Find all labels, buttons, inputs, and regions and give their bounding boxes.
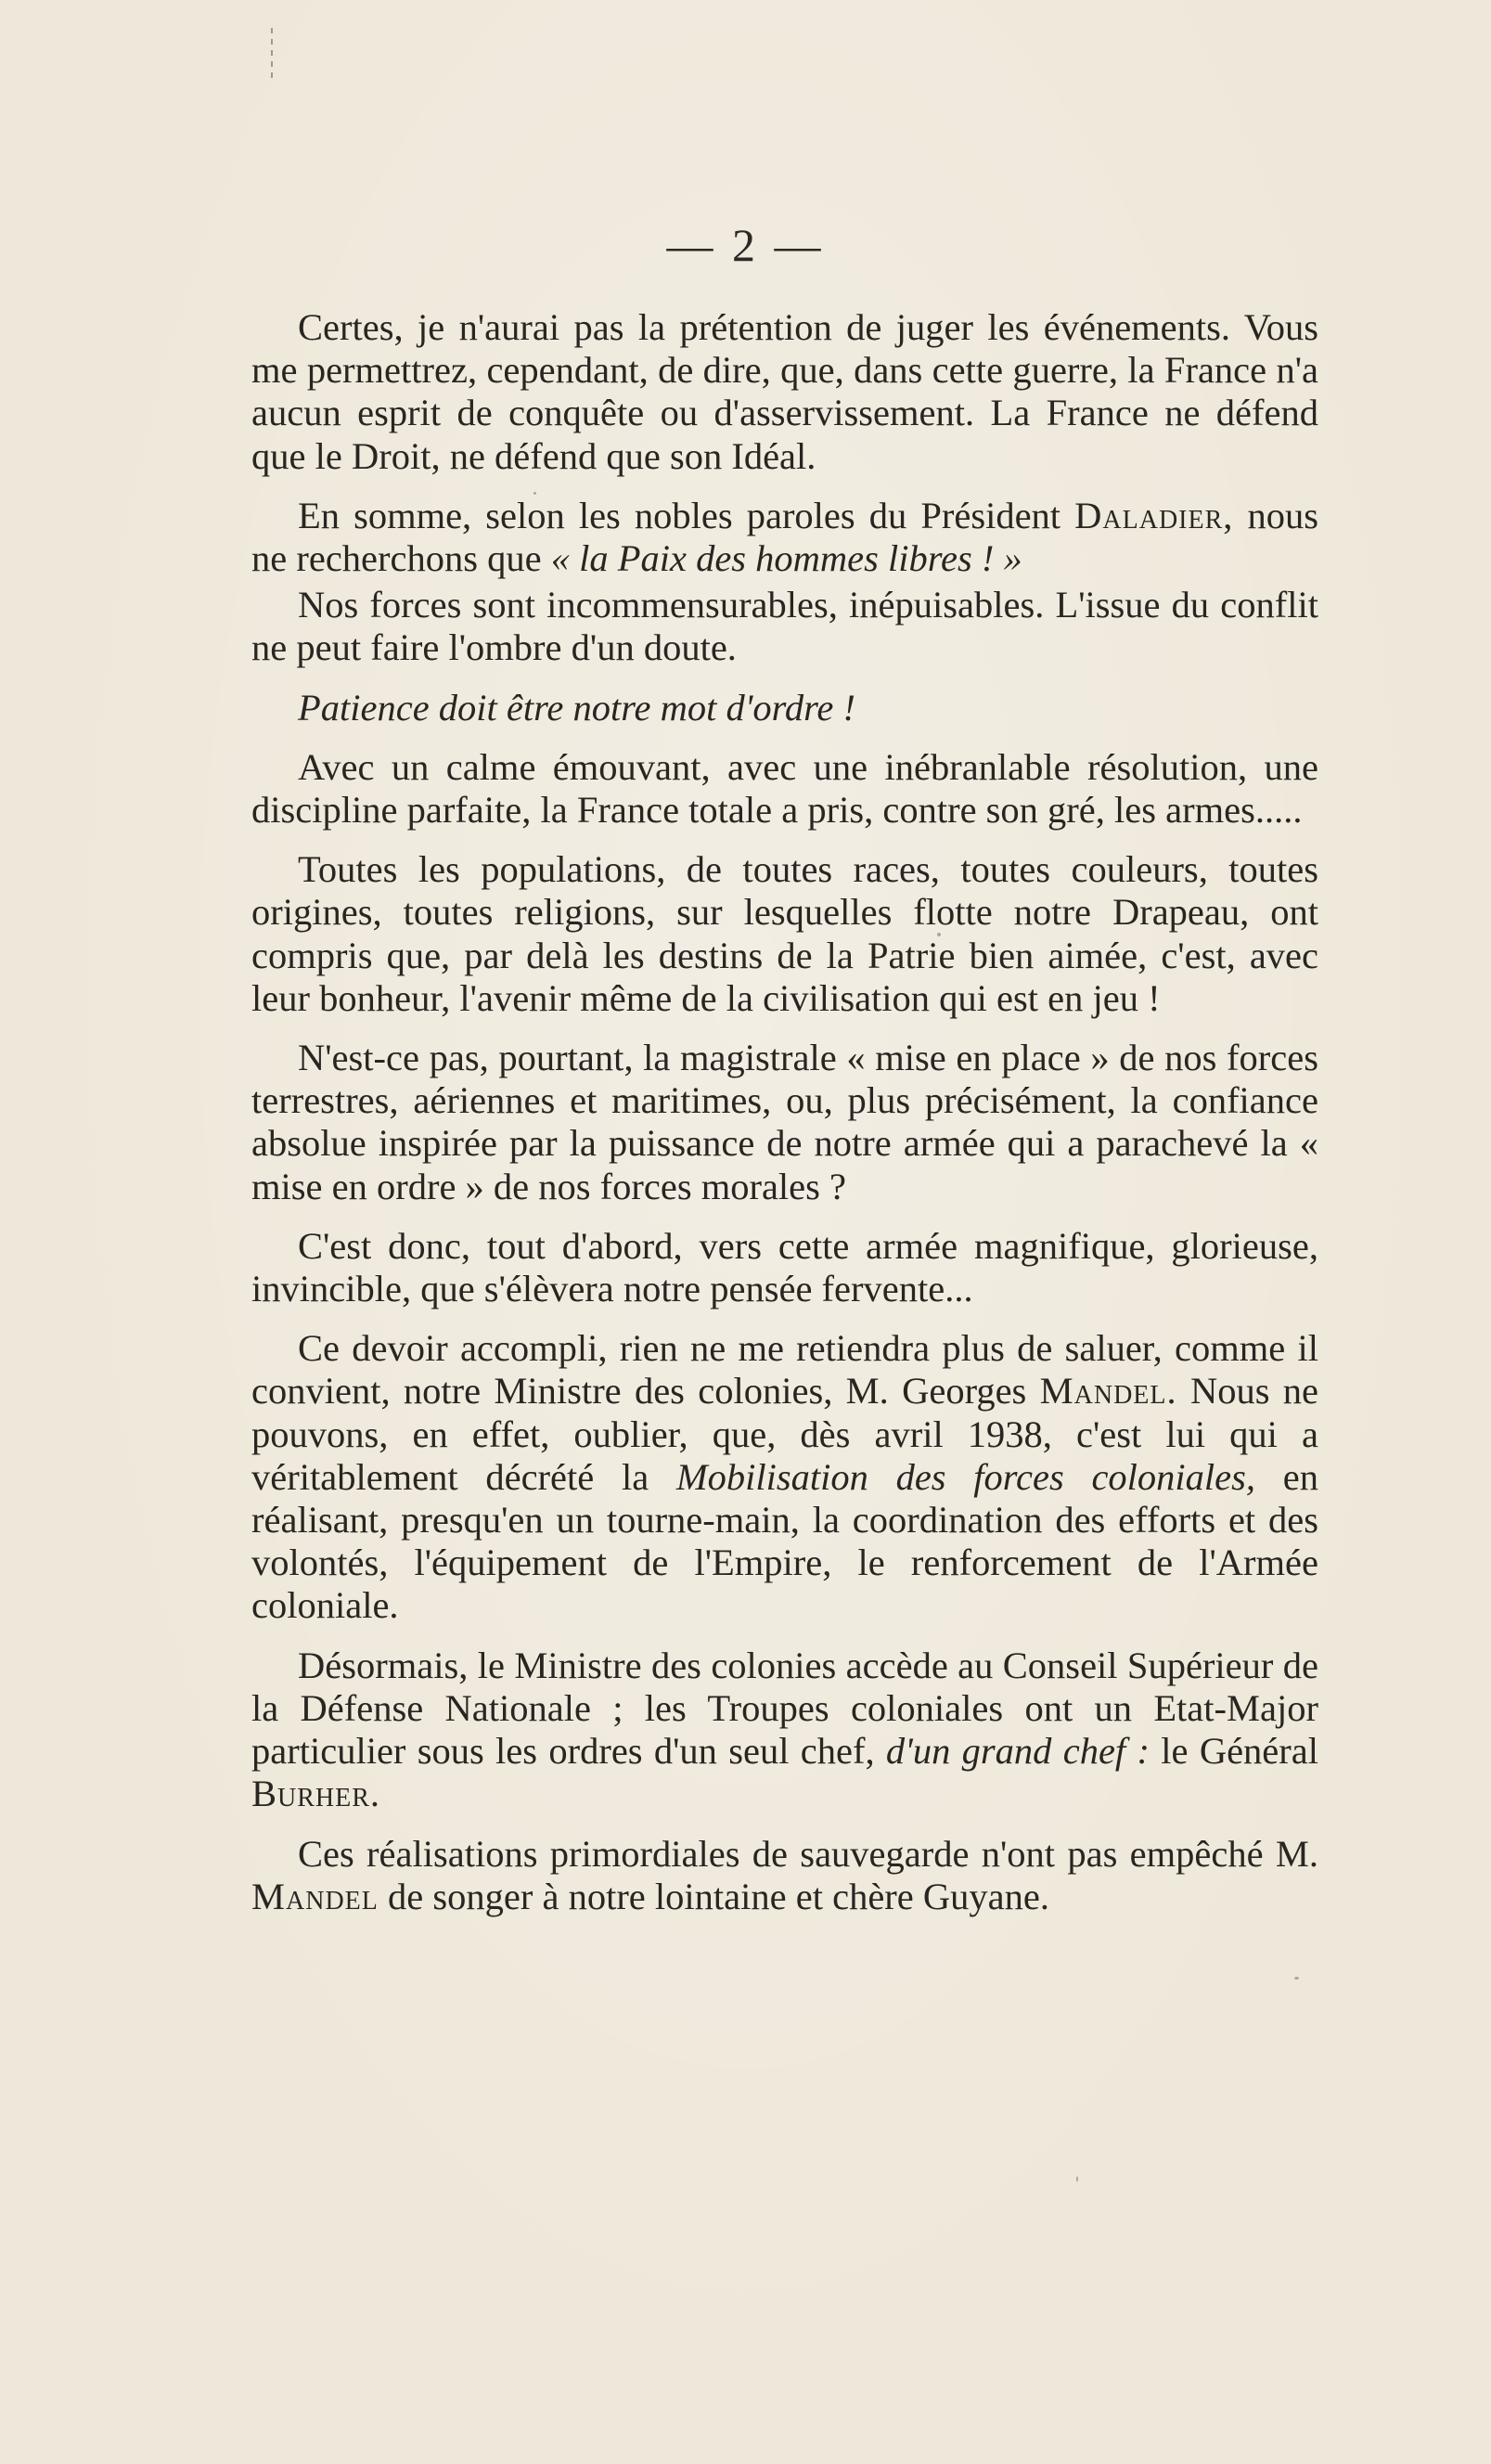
- paragraph-9: [251, 1327, 1318, 1627]
- paragraph-text: Nous ne pouvons, en effet, oublier, que, dès avril 1938, c'est lui qui a véritablement décrété la: [251, 1370, 1318, 1498]
- paper-speck: [937, 933, 941, 936]
- paragraph-text: nous ne recherchons que: [251, 494, 1318, 580]
- paragraph-10: [251, 1645, 1318, 1816]
- paragraph-text: Toutes les populations, de toutes races, toutes couleurs, toutes origines, toutes religions, sur lesquelles flotte notre Drapeau, ont compris que, par delà les destins de la Patrie bien aimée, c'est, avec leur bonheur, l'avenir même de la civilisation qui est en jeu !: [251, 848, 1318, 1019]
- paragraph-text: C'est donc, tout d'abord, vers cette armée magnifique, glorieuse, invincible, que s'élèvera notre pensée fervente...: [251, 1224, 1318, 1310]
- paragraph-text: Ce devoir accompli, rien ne me retiendra plus de saluer, comme il convient, notre Ministre des colonies, M. Georges: [251, 1327, 1318, 1413]
- name-mandel: Mandel: [251, 1875, 379, 1917]
- paragraph-3: [251, 584, 1318, 669]
- paper-speck: [1294, 1977, 1299, 1980]
- paragraph-7: [251, 1037, 1318, 1208]
- motto-patience: Patience doit être notre mot d'ordre !: [298, 686, 856, 729]
- paragraph-text: de songer à notre lointaine et chère Guyane.: [378, 1875, 1049, 1917]
- margin-scratch: [271, 28, 273, 79]
- paragraph-text: le Général: [1149, 1730, 1318, 1773]
- paragraph-11: [251, 1833, 1318, 1918]
- emphasis-grand-chef: d'un grand chef :: [885, 1730, 1150, 1773]
- paper-speck: [1076, 2176, 1078, 2182]
- paragraph-text: Désormais, le Ministre des colonies accède au Conseil Supérieur de la Défense Nationale ; les Troupes coloniales ont un Etat-Major particulier sous les ordres d'un seul chef,: [251, 1644, 1318, 1773]
- paragraph-1: [251, 306, 1318, 478]
- name-burher: Burher.: [251, 1773, 381, 1815]
- paragraph-text: N'est-ce pas, pourtant, la magistrale « mise en place » de nos forces terrestres, aériennes et maritimes, ou, plus précisément, la confiance absolue inspirée par la puissance de notre armée qui a parachevé la « mise en ordre » de nos forces morales ?: [251, 1037, 1318, 1207]
- quote-paix: « la Paix des hommes libres ! »: [550, 537, 1022, 580]
- name-daladier: Daladier,: [1074, 494, 1234, 536]
- paragraph-text: Ces réalisations primordiales de sauvegarde n'ont pas empêché M.: [298, 1832, 1318, 1875]
- paragraph-2: [251, 495, 1318, 580]
- paragraph-text: En somme, selon les nobles paroles du Président: [298, 494, 1075, 536]
- paragraph-4: [251, 687, 1318, 729]
- emphasis-mobilisation: Mobilisation des forces coloniales,: [675, 1455, 1256, 1498]
- page-number: — 2 —: [666, 219, 825, 271]
- paragraph-text: Avec un calme émouvant, avec une inébranlable résolution, une discipline parfaite, la France totale a pris, contre son gré, les armes.....: [251, 745, 1318, 832]
- paragraph-5: [251, 746, 1318, 832]
- paper-speck: [533, 492, 536, 495]
- paragraph-8: [251, 1225, 1318, 1310]
- paragraph-text: Certes, je n'aurai pas la prétention de juger les événements. Vous me permettrez, cependant, de dire, que, dans cette guerre, la France n'a aucun esprit de conquête ou d'asservissement. La France ne défend que le Droit, ne défend que son Idéal.: [251, 306, 1318, 477]
- paragraph-text: Nos forces sont incommensurables, inépuisables. L'issue du conflit ne peut faire l'ombre d'un doute.: [251, 584, 1318, 669]
- body-text: [251, 306, 1318, 1935]
- paragraph-6: [251, 848, 1318, 1020]
- name-mandel: Mandel.: [1039, 1370, 1177, 1413]
- paragraph-text: en réalisant, presqu'en un tourne-main, la coordination des efforts et des volontés, l'équipement de l'Empire, le renforcement de l'Armée coloniale.: [251, 1455, 1318, 1627]
